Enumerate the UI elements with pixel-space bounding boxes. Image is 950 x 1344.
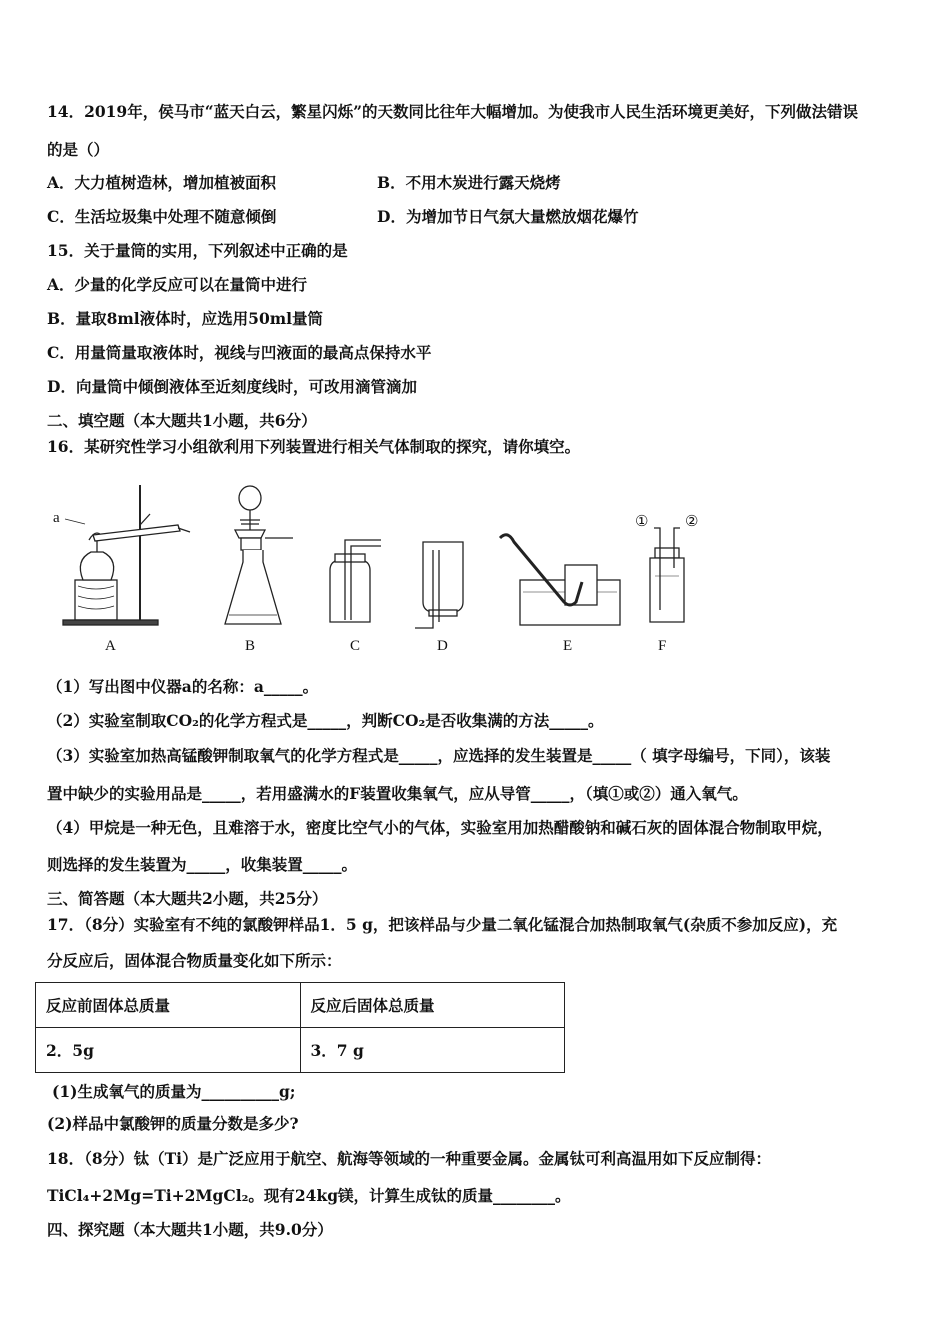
- q15-stem: 15．关于量筒的实用，下列叙述中正确的是: [47, 241, 348, 260]
- q16-part1: （1）写出图中仪器a的名称：a_____。: [47, 677, 319, 696]
- instrument-a-label: a: [53, 510, 60, 526]
- q14-option-c: C．生活垃圾集中处理不随意倾倒: [47, 207, 277, 226]
- section-2-heading: 二、填空题（本大题共1小题，共6分）: [47, 411, 317, 430]
- q16-stem: 16．某研究性学习小组欲利用下列装置进行相关气体制取的探究，请你填空。: [47, 437, 581, 456]
- q16-part2: （2）实验室制取CO₂的化学方程式是_____，判断CO₂是否收集满的方法_____。: [47, 711, 604, 730]
- table-cell: 2．5g: [36, 1028, 301, 1073]
- label-E: E: [563, 638, 573, 654]
- label-A: A: [105, 638, 116, 654]
- apparatus-b: [225, 486, 293, 624]
- port-1-label: ①: [635, 514, 649, 530]
- apparatus-e: [500, 535, 620, 625]
- q18-line1: 18．（8分）钛（Ti）是广泛应用于航空、航海等领域的一种重要金属。金属钛可利高温用如下反应制得：: [47, 1149, 772, 1168]
- section-3-heading: 三、简答题（本大题共2小题，共25分）: [47, 889, 328, 908]
- label-B: B: [245, 638, 256, 654]
- q14-line1: 14．2019年，侯马市“蓝天白云，繁星闪烁”的天数同比往年大幅增加。为使我市人民生活环境更美好，下列做法错误: [47, 102, 859, 121]
- apparatus-d: [415, 542, 463, 628]
- q15-option-a: A．少量的化学反应可以在量筒中进行: [47, 275, 308, 294]
- q17-sub1: (1)生成氧气的质量为__________g;: [52, 1082, 296, 1101]
- q15-option-c: C．用量筒量取液体时，视线与凹液面的最高点保持水平: [47, 343, 432, 362]
- q17-line1: 17．（8分）实验室有不纯的氯酸钾样品1．5 g，把该样品与少量二氧化锰混合加热制取氧气(杂质不参加反应)，充: [47, 915, 838, 934]
- q17-line2: 分反应后，固体混合物质量变化如下所示：: [47, 951, 342, 970]
- apparatus-diagram: [45, 480, 745, 660]
- table-header: 反应前固体总质量: [36, 983, 301, 1028]
- q17-sub2: (2)样品中氯酸钾的质量分数是多少?: [47, 1114, 299, 1133]
- q14-option-d: D．为增加节日气氛大量燃放烟花爆竹: [377, 207, 639, 226]
- table-row: [36, 1028, 565, 1073]
- label-F: F: [658, 638, 667, 654]
- q16-part4-line2: 则选择的发生装置为_____，收集装置_____。: [47, 855, 358, 874]
- apparatus-c: [330, 540, 381, 622]
- table-header: 反应后固体总质量: [300, 983, 565, 1028]
- q14-option-a: A．大力植树造林，增加植被面积: [47, 173, 277, 192]
- q18-line2: TiCl₄+2Mg=Ti+2MgCl₂。现有24kg镁，计算生成钛的质量________。: [47, 1186, 571, 1205]
- label-D: D: [437, 638, 448, 654]
- table-row: [36, 983, 565, 1028]
- q16-part3-line1: （3）实验室加热高锰酸钾制取氧气的化学方程式是_____，应选择的发生装置是_____（ 填字母编号，下同），该装: [47, 746, 831, 765]
- apparatus-f: [635, 514, 698, 622]
- mass-table: [35, 982, 565, 1073]
- q16-part3-line2: 置中缺少的实验用品是_____，若用盛满水的F装置收集氧气，应从导管_____，（填①或②）通入氧气。: [47, 784, 748, 803]
- q15-option-d: D．向量筒中倾倒液体至近刻度线时，可改用滴管滴加: [47, 377, 417, 396]
- q15-option-b: B．量取8ml液体时，应选用50ml量筒: [47, 309, 324, 328]
- q16-part4-line1: （4）甲烷是一种无色，且难溶于水，密度比空气小的气体，实验室用加热醋酸钠和碱石灰的固体混合物制取甲烷，: [47, 818, 833, 837]
- port-2-label: ②: [685, 514, 699, 530]
- table-cell: 3．7 g: [300, 1028, 565, 1073]
- q14-option-b: B．不用木炭进行露天烧烤: [377, 173, 561, 192]
- label-C: C: [350, 638, 361, 654]
- q14-line2: 的是（）: [47, 140, 110, 159]
- apparatus-a: [53, 485, 190, 625]
- section-4-heading: 四、探究题（本大题共1小题，共9.0分）: [47, 1220, 333, 1239]
